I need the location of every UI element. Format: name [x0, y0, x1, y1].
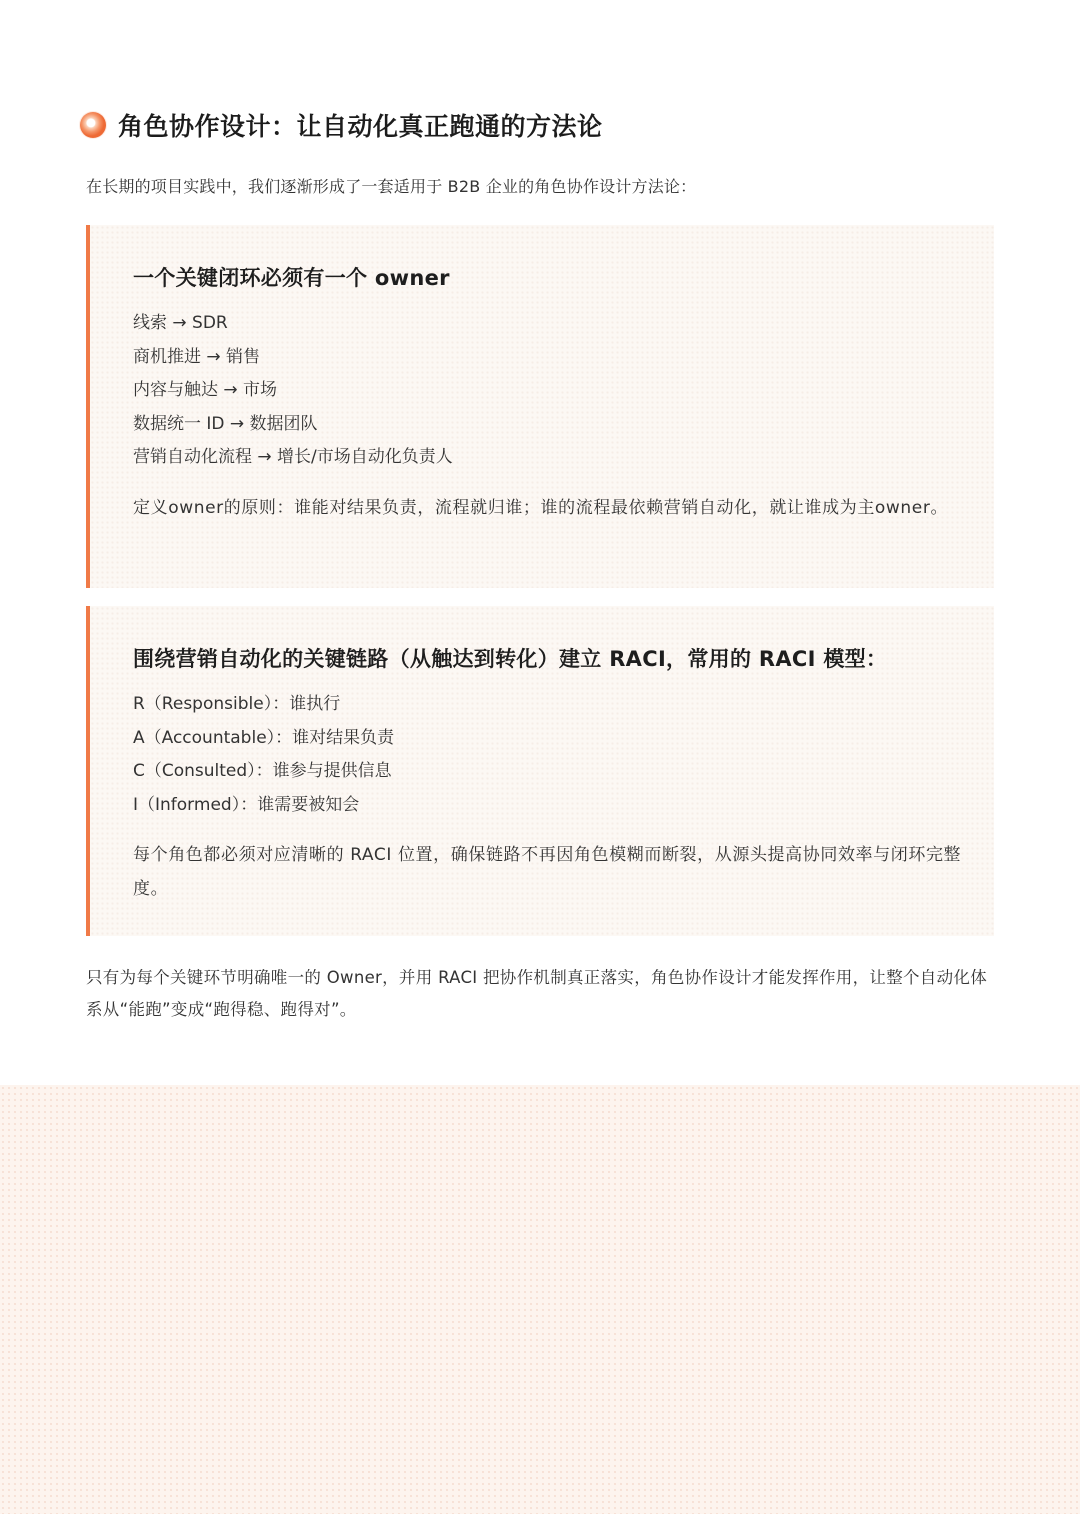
list-item: 营销自动化流程 → 增长/市场自动化负责人 — [133, 447, 453, 468]
raci-note: 每个角色都必须对应清晰的 RACI 位置，确保链路不再因角色模糊而断裂，从源头提高协同效率与闭环完整度。 — [133, 845, 962, 900]
list-item: 数据统一 ID → 数据团队 — [133, 413, 318, 434]
conclusion-paragraph: 只有为每个关键环节明确唯一的 Owner，并用 RACI 把协作机制真正落实，角色协作设计才能发挥作用，让整个自动化体系从“能跑”变成“跑得稳、跑得对”。 — [86, 968, 987, 1019]
raci-card — [86, 606, 994, 936]
raci-card-heading: 围绕营销自动化的关键链路（从触达到转化）建立 RACI，常用的 RACI 模型： — [133, 647, 888, 671]
owner-card-heading: 一个关键闭环必须有一个 owner — [133, 266, 450, 290]
owner-principle-note: 定义owner的原则：谁能对结果负责，流程就归谁；谁的流程最依赖营销自动化，就让谁成为主owner。 — [133, 497, 949, 518]
owner-list — [133, 307, 964, 475]
owner-card — [86, 225, 994, 588]
section-title: 角色协作设计：让自动化真正跑通的方法论 — [118, 112, 603, 141]
list-item: R（Responsible）：谁执行 — [133, 694, 341, 714]
section-header — [80, 104, 603, 146]
list-item: 商机推进 → 销售 — [133, 346, 261, 367]
orange-circle-icon — [80, 112, 106, 138]
list-item: 内容与触达 → 市场 — [133, 380, 278, 401]
list-item: 线索 → SDR — [133, 313, 228, 333]
raci-list — [133, 688, 964, 822]
intro-paragraph: 在长期的项目实践中，我们逐渐形成了一套适用于 B2B 企业的角色协作设计方法论： — [86, 177, 697, 196]
list-item: A（Accountable）：谁对结果负责 — [133, 727, 395, 748]
list-item: C（Consulted）：谁参与提供信息 — [133, 761, 392, 782]
list-item: I（Informed）：谁需要被知会 — [133, 794, 360, 815]
decorative-pattern-background — [0, 1085, 1080, 1514]
